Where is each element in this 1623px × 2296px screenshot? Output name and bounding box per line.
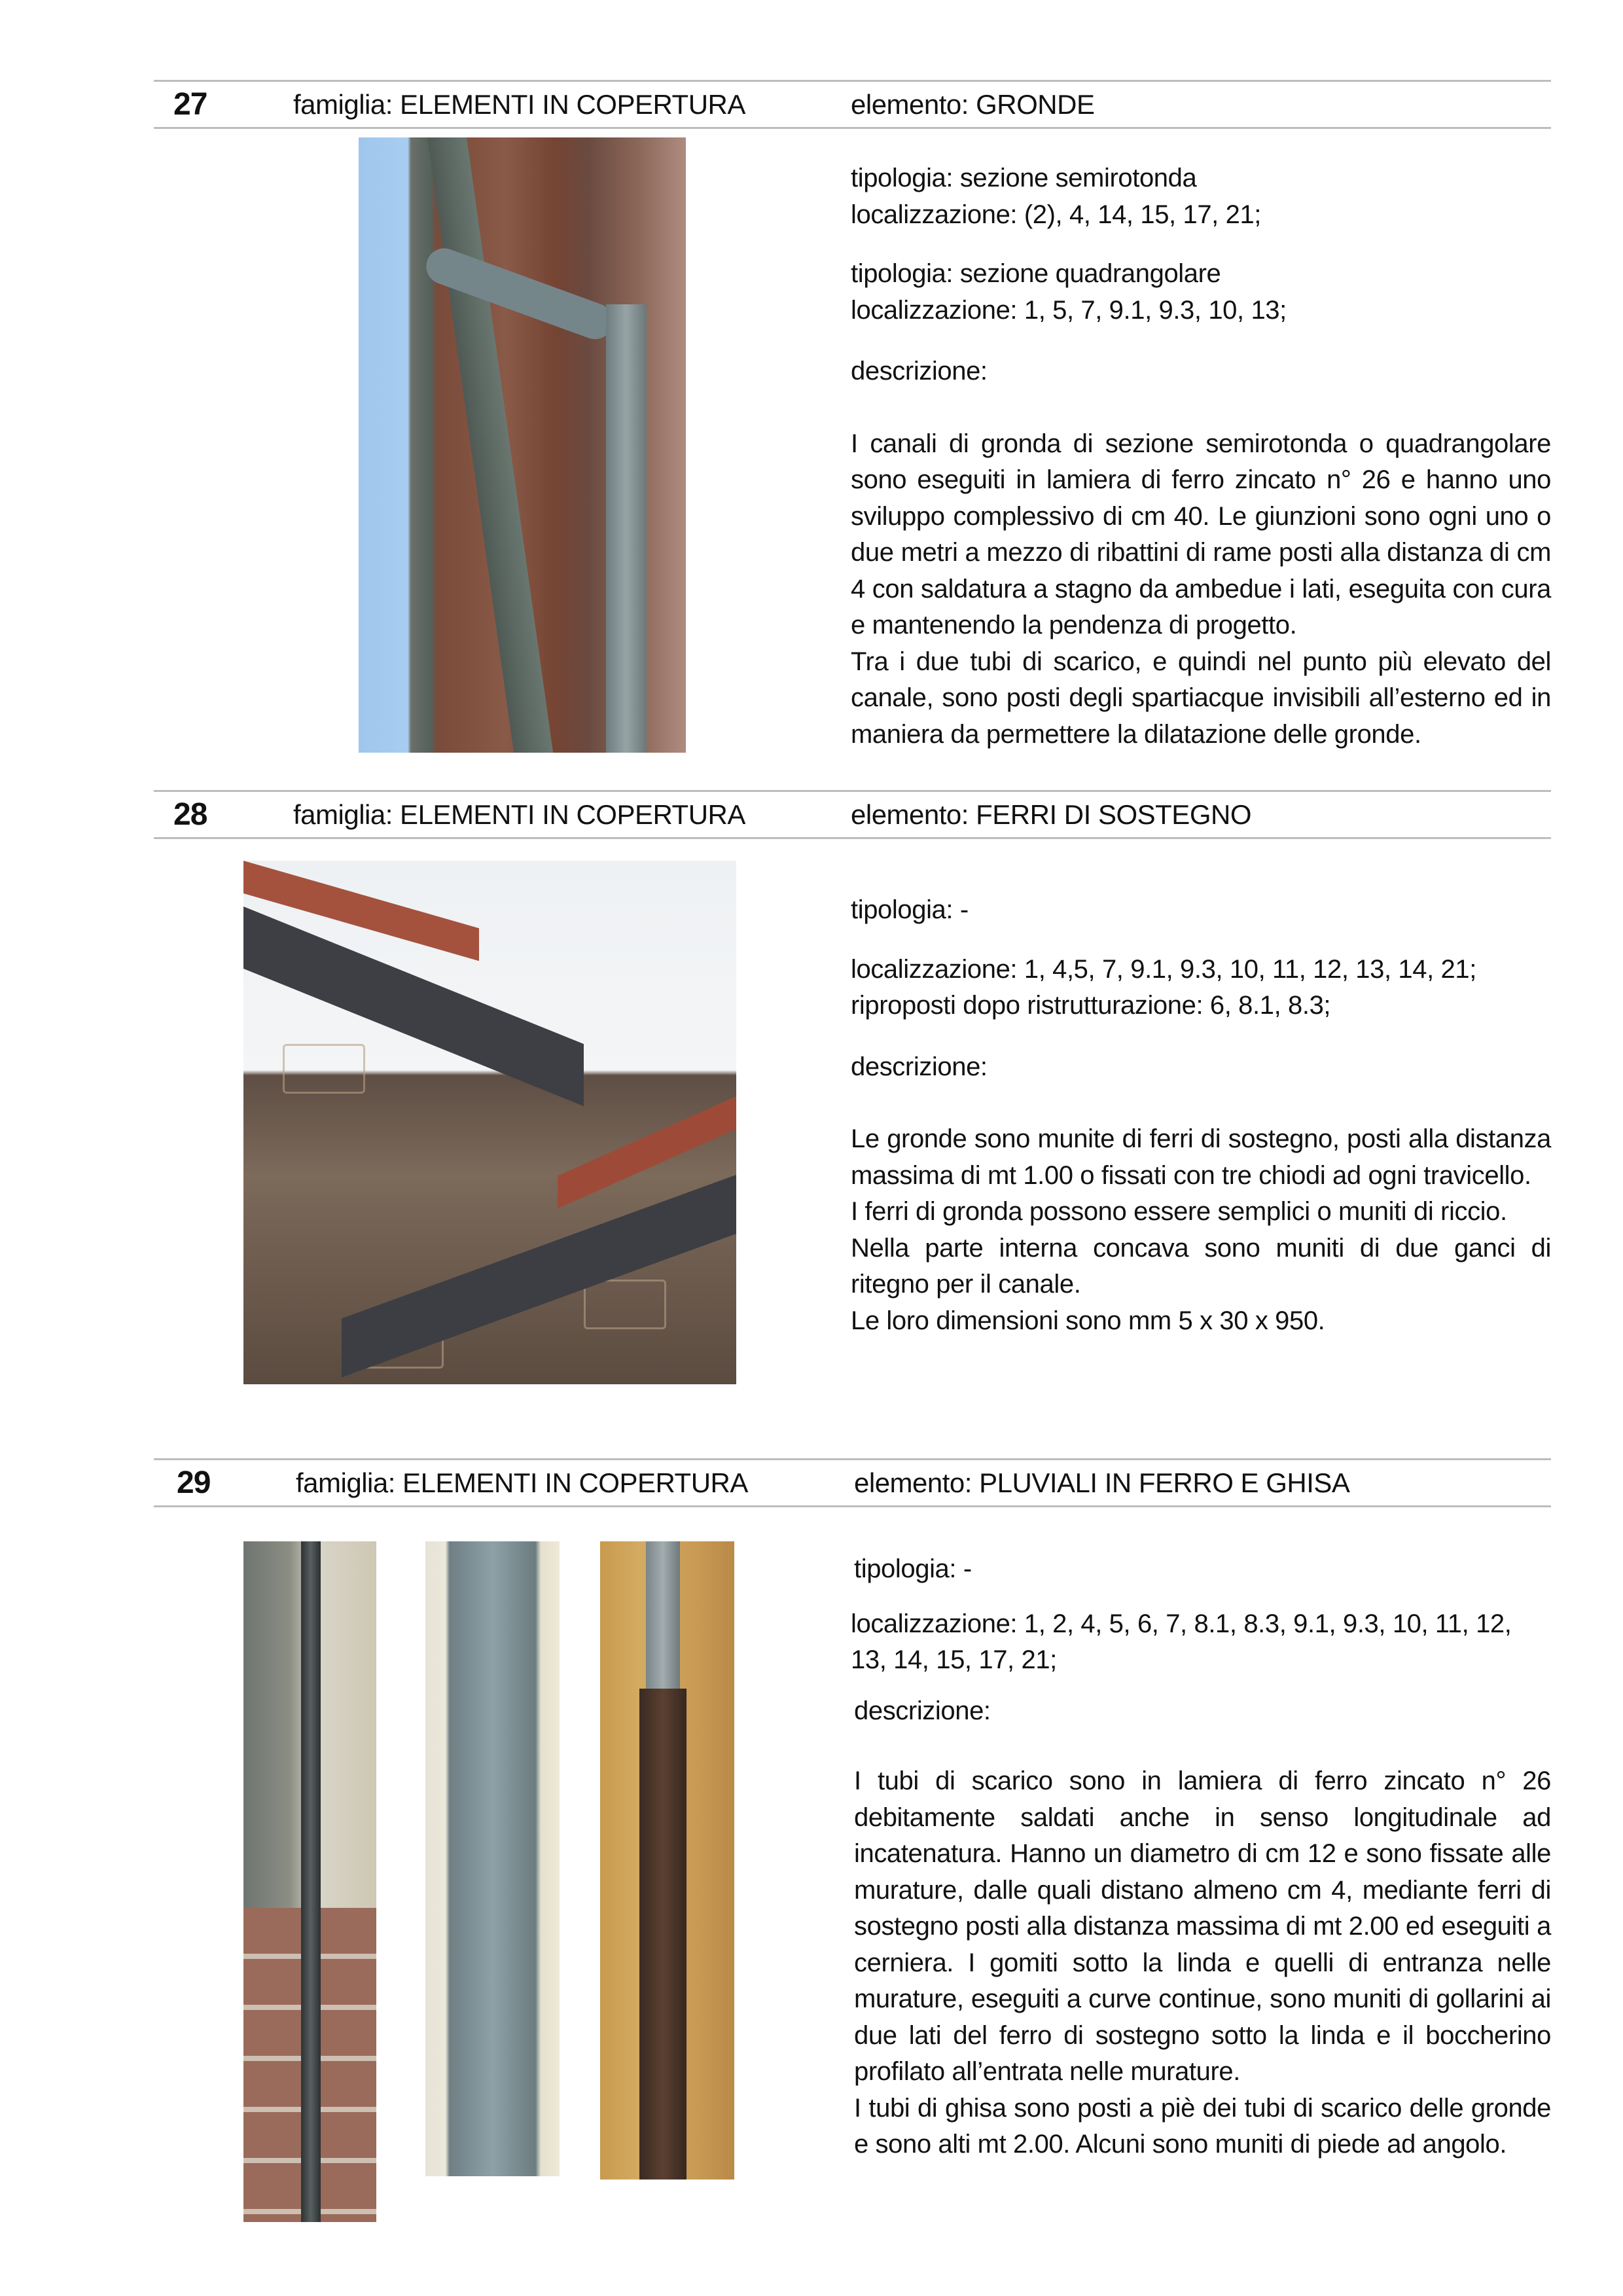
descrizione-label: descrizione:	[851, 357, 988, 386]
descrizione-label: descrizione:	[854, 1696, 991, 1725]
tipologia-1: tipologia: sezione semirotonda	[851, 164, 1197, 192]
divider	[154, 790, 1551, 792]
downpipe-shape	[606, 304, 647, 753]
descrizione-paragraph: I ferri di gronda possono essere semplici o muniti di riccio.	[851, 1197, 1507, 1226]
tipologia-2: tipologia: sezione quadrangolare	[851, 259, 1221, 288]
localizzazione-1: localizzazione: (2), 4, 14, 15, 17, 21;	[851, 200, 1261, 229]
famiglia-label: famiglia: ELEMENTI IN COPERTURA	[293, 89, 745, 120]
downpipe-shape	[646, 1541, 680, 1692]
elemento-label: elemento: FERRI DI SOSTEGNO	[851, 799, 1251, 830]
gutter-shape	[342, 1175, 736, 1377]
section-27-text	[851, 160, 1551, 753]
gutter-shape	[427, 137, 553, 753]
descrizione-paragraph: I tubi di scarico sono in lamiera di ferro zincato n° 26 debitamente saldati anche in senso longitudinale ad incatenatura. Hanno un diametro di cm 12 e sono fissate alle murature, dalle quali distano almeno cm 4, mediante ferri di sostegno posti alla distanza massima di mt 2.00 ed eseguiti a cerniera. I gomiti sotto la linda e quelli di entranza nelle murature, eseguiti a curve continue, sono muniti di gollarini ai due lati del ferro di sostegno sotto la linda e il boccherino profilato all’entrata nelle murature.	[854, 1767, 1551, 2086]
section-28-text	[851, 892, 1551, 1339]
elemento-label: elemento: PLUVIALI IN FERRO E GHISA	[854, 1467, 1350, 1498]
divider	[154, 1505, 1551, 1507]
descrizione-label: descrizione:	[851, 1052, 988, 1081]
downpipe-photo-1	[243, 1541, 376, 2222]
tipologia: tipologia: -	[854, 1554, 972, 1583]
section-number: 29	[177, 1465, 211, 1500]
divider	[154, 80, 1551, 82]
downpipe-photo-3	[600, 1541, 734, 2179]
downpipe-shape	[301, 1541, 321, 2222]
descrizione-paragraph: Le loro dimensioni sono mm 5 x 30 x 950.	[851, 1306, 1325, 1335]
ceiling-decoration	[283, 1044, 365, 1094]
divider	[154, 1458, 1551, 1460]
section-29-text	[851, 1551, 1551, 2163]
localizzazione-2: localizzazione: 1, 5, 7, 9.1, 9.3, 10, 13;	[851, 295, 1287, 325]
descrizione-paragraph: I canali di gronda di sezione semirotonda o quadrangolare sono eseguiti in lamiera di ferro zincato n° 26 e hanno uno sviluppo complessivo di cm 40. Le giunzioni sono ogni uno o due metri a mezzo di ribattini di rame posti alla distanza di cm 4 con saldatura a stagno da ambedue i lati, eseguita con cura e mantenendo la pendenza di progetto.	[851, 429, 1551, 639]
ceiling-decoration	[584, 1280, 666, 1329]
section-number: 28	[173, 797, 207, 832]
famiglia-label: famiglia: ELEMENTI IN COPERTURA	[296, 1467, 748, 1498]
gutter-corner-photo	[243, 861, 736, 1384]
localizzazione: localizzazione: 1, 4,5, 7, 9.1, 9.3, 10, 11, 12, 13, 14, 21;	[851, 954, 1476, 984]
divider	[154, 837, 1551, 839]
riproposti: riproposti dopo ristrutturazione: 6, 8.1, 8.3;	[851, 991, 1331, 1020]
elemento-label: elemento: GRONDE	[851, 89, 1095, 120]
gutter-downpipe-photo	[359, 137, 686, 753]
descrizione-paragraph: I tubi di ghisa sono posti a piè dei tubi di scarico delle gronde e sono alti mt 2.00. Alcuni sono muniti di piede ad angolo.	[854, 2093, 1551, 2159]
divider	[154, 127, 1551, 129]
famiglia-label: famiglia: ELEMENTI IN COPERTURA	[293, 799, 745, 830]
downpipe-photo-2	[425, 1541, 560, 2176]
descrizione-paragraph: Nella parte interna concava sono muniti di due ganci di ritegno per il canale.	[851, 1233, 1551, 1299]
descrizione-paragraph: Le gronde sono munite di ferri di sostegno, posti alla distanza massima di mt 1.00 o fissati con tre chiodi ad ogni travicello.	[851, 1124, 1551, 1190]
tipologia: tipologia: -	[851, 895, 969, 924]
cast-iron-pipe-shape	[639, 1689, 687, 2179]
descrizione-paragraph: Tra i due tubi di scarico, e quindi nel punto più elevato del canale, sono posti degli spartiacque invisibili all’esterno ed in maniera da permettere la dilatazione delle gronde.	[851, 647, 1551, 749]
section-number: 27	[173, 87, 207, 122]
localizzazione: localizzazione: 1, 2, 4, 5, 6, 7, 8.1, 8.3, 9.1, 9.3, 10, 11, 12, 13, 14, 15, 17, 21;	[851, 1609, 1512, 1674]
